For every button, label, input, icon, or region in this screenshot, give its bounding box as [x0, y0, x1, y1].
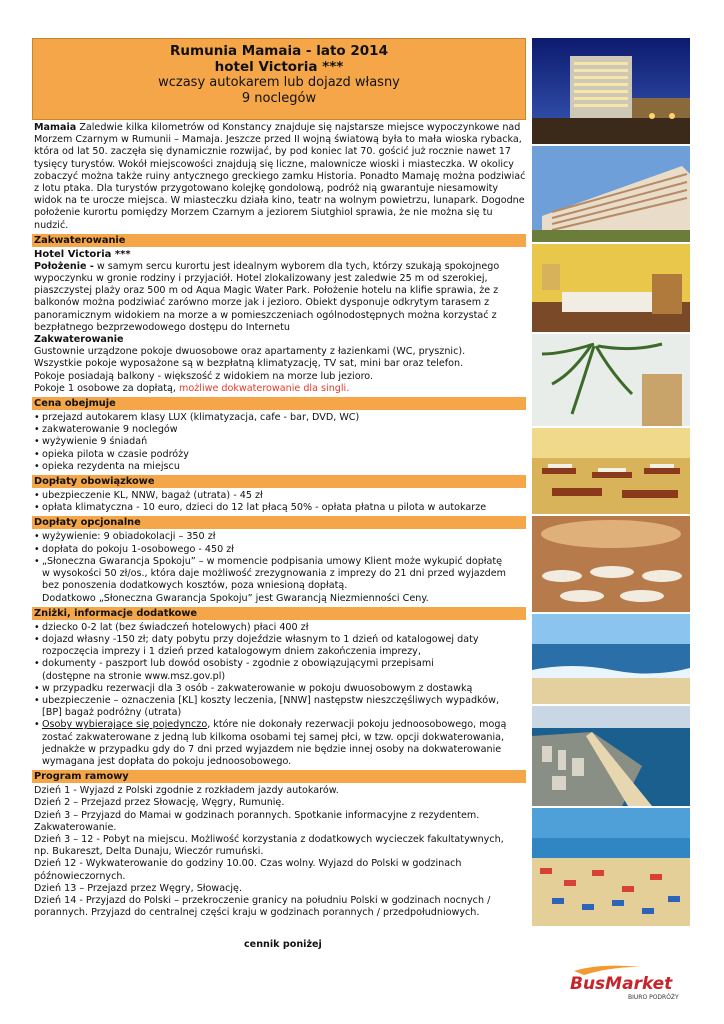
palm-photo — [532, 334, 690, 426]
program-line: Dzień 3 – 12 - Pobyt na miejscu. Możliwość korzystania z dodatkowych wycieczek fakultatywnych, — [34, 833, 504, 845]
section-bar-doplaty-opcjonalne: Dopłaty opcjonalne — [32, 516, 526, 529]
program-line: porannych. Przyjazd do centralnej części kraju w godzinach porannych / przedpołudniowych. — [34, 907, 480, 919]
list-item: • wyżywienie: 9 obiadokolacji – 350 zł — [34, 531, 526, 543]
rooms-line: Gustownie urządzone pokoje dwuosobowe oraz apartamenty z łazienkami (WC, prysznic). — [34, 346, 466, 358]
program-line: późnowieczornych. — [34, 870, 126, 882]
list-item: • w przypadku rezerwacji dla 3 osób - zakwaterowanie w pokoju dwuosobowym z dostawką — [34, 683, 526, 695]
list-item: • dziecko 0-2 lat (bez świadczeń hotelowych) płaci 400 zł — [34, 622, 526, 634]
list-item: • przejazd autokarem klasy LUX (klimatyzacja, cafe - bar, DVD, WC) — [34, 412, 526, 424]
list-item: • dopłata do pokoju 1-osobowego - 450 zł — [34, 544, 526, 556]
restaurant-photo — [532, 428, 690, 514]
list-item: • dokumenty - paszport lub dowód osobisty - zgodnie z obowiązującymi przepisami (dostępne na stronie www.msz.gov.pl) — [34, 658, 526, 682]
optional-fees-list — [32, 531, 526, 604]
list-item: • opieka rezydenta na miejscu — [34, 461, 526, 473]
section-bar-program: Program ramowy — [32, 770, 526, 783]
svg-text:BIURO PODRÓŻY: BIURO PODRÓŻY — [628, 994, 679, 1001]
program-line: Dzień 14 - Przyjazd do Polski – przekroczenie granicy na południu Polski w godzinach nocnych / — [34, 894, 491, 906]
program-line: Zakwaterowanie. — [34, 821, 117, 833]
hotel-day-photo — [532, 146, 690, 242]
section-bar-cena: Cena obejmuje — [32, 397, 526, 410]
subtitle-transport: wczasy autokarem lub dojazd własny — [158, 75, 400, 90]
dining-hall-photo — [532, 516, 690, 612]
section-bar-doplaty-obowiazkowe: Dopłaty obowiązkowe — [32, 475, 526, 488]
intro-paragraph — [34, 122, 526, 232]
location-text: w samym sercu kurortu jest idealnym wyborem dla tych, którzy szukają spokojnego wypoczynku w gronie rodziny i przyjaciół. Hotel zlokalizowany jest zaledwie 25 m od szerokiej, piaszczystej plaży oraz 500 m od Aqua Magic Water Park. Położenie hotelu na klifie sprawia, że z balkonów można podziwiać zarówno morze jak i jezioro. Obiekt dysponuje odkrytym tarasem z panoramicznym widokiem na morze a w pomieszczeniach ogólnodostępnych można korzystać z bezpłatnego bezprzewodowego dostępu do Internetu — [34, 260, 500, 333]
discounts-list — [32, 622, 526, 768]
beach-waves-photo — [532, 614, 690, 704]
hotel-name: Hotel Victoria *** — [34, 248, 131, 260]
coast-aerial-photo — [532, 706, 690, 806]
title-destination: Rumunia Mamaia - lato 2014 — [170, 43, 388, 59]
section-bar-znizki: Zniżki, informacje dodatkowe — [32, 607, 526, 620]
list-item: • opieka pilota w czasie podróży — [34, 449, 526, 461]
price-includes-list — [32, 412, 526, 473]
singles-note: możliwe dokwaterowanie dla singli. — [179, 382, 350, 394]
offer-header — [32, 38, 526, 120]
program-line: Dzień 12 - Wykwaterowanie do godziny 10.00. Czas wolny. Wyjazd do Polski w godzinach — [34, 858, 462, 870]
list-item: • zakwaterowanie 9 noclegów — [34, 424, 526, 436]
busmarket-logo — [560, 963, 700, 1003]
rooms-line: Wszystkie pokoje wyposażone są w bezpłatną klimatyzację, TV sat, mini bar oraz telefon. — [34, 358, 464, 370]
intro-text: Zaledwie kilka kilometrów od Konstancy znajduje się najstarsze miejsce wypoczynkowe nad Morzem Czarnym w Rumunii – Mamaja. Jeszcze przed II wojną światową była to mała wioska rybacka, która od lat 50. zaczęła się dynamicznie rozwijać, by pod koniec lat 70. gościć już rocznie nawet 17 tysięcy turystów. Wokół miejscowości znajdują się liczne, malownicze wioski i miasteczka. W okolicy zobaczyć można także ruiny antycznego greckiego zamku Historia. Ponadto Mamaję można podziwiać z lotu ptaka. Dla turystów przygotowano kolejkę gondolową, podróż nią gwarantuje niesamowity widok na te urocze miejsca. W miasteczku działa kino, teatr na wolnym powietrzu, lunapark. Dogodne położenie kurortu pomiędzy Morzem Czarnym a jeziorem Siutghiol sprawia, że nie można się tu nudzić. — [34, 122, 526, 231]
location-paragraph — [34, 261, 526, 334]
photo-column — [532, 38, 690, 928]
list-item: • ubezpieczenie – oznaczenia [KL] koszty leczenia, [NNW] następstw nieszczęśliwych wypadków, [BP] bagaż podróżny (utrata) — [34, 695, 526, 719]
program-line: np. Bukareszt, Delta Dunaju, Wieczór rumuński. — [34, 846, 264, 858]
room-photo — [532, 244, 690, 332]
list-item: • Osoby wybierające się pojedynczo, które nie dokonały rezerwacji pokoju jednoosobowego, mogą zostać zakwaterowane z jedną lub kilkoma osobami tej samej płci, w tzw. opcji dokwaterowania, jednakże w przypadku gdy do 7 dni przed wyjazdem nie będzie innej osoby na dokwaterowanie wymagana jest dopłata do pokoju jednoosobowego. — [34, 719, 526, 768]
svg-text:BusMarket: BusMarket — [570, 974, 673, 994]
list-item: • dojazd własny -150 zł; daty pobytu przy dojeździe własnym to 1 dzień od katalogowej daty rozpoczęcia imprezy i 1 dzień przed katalogowym dniem zakończenia imprezy, — [34, 634, 526, 658]
mandatory-fees-list — [32, 490, 526, 514]
offer-content — [32, 38, 526, 950]
program-line: Dzień 3 – Przyjazd do Mamai w godzinach porannych. Spotkanie informacyjne z rezydentem. — [34, 809, 480, 821]
program-line: Dzień 2 – Przejazd przez Słowację, Węgry, Rumunię. — [34, 797, 285, 809]
list-item: • ubezpieczenie KL, NNW, bagaż (utrata) - 45 zł — [34, 490, 526, 502]
rooms-single-line: Pokoje 1 osobowe za dopłatą, możliwe dokwaterowanie dla singli. — [34, 382, 350, 394]
list-item: • opłata klimatyczna - 10 euro, dzieci do 12 lat płacą 50% - opłata płatna u pilota w autokarze — [34, 502, 526, 514]
program-line: Dzień 13 – Przejazd przez Węgry, Słowację. — [34, 882, 243, 894]
location-label: Położenie - — [34, 260, 94, 272]
rooms-subtitle: Zakwaterowanie — [34, 334, 124, 346]
subtitle-nights: 9 noclegów — [241, 91, 317, 106]
section-bar-zakwaterowanie: Zakwaterowanie — [32, 234, 526, 247]
rooms-line: Pokoje posiadają balkony - większość z widokiem na morze lub jezioro. — [34, 370, 374, 382]
list-item: • „Słoneczna Gwarancja Spokoju” – w momencie podpisania umowy Klient może wykupić dopłatę w wysokości 50 zł/os., która daje możliwość zrezygnowania z imprezy do 21 dni przed wyjazdem bez ponoszenia dodatkowych kosztów, poza wniesioną dopłatą. Dodatkowo „Słoneczna Gwarancja Spokoju” jest Gwarancją Niezmienności Ceny. — [34, 556, 526, 605]
beach-umbrellas-photo — [532, 808, 690, 926]
hotel-night-photo — [532, 38, 690, 144]
program-list — [32, 785, 526, 919]
intro-lead: Mamaia — [34, 122, 77, 133]
title-hotel: hotel Victoria *** — [214, 59, 344, 75]
price-list-note: cennik poniżej — [244, 939, 322, 951]
list-item: • wyżywienie 9 śniadań — [34, 436, 526, 448]
program-line: Dzień 1 - Wyjazd z Polski zgodnie z rozkładem jazdy autokarów. — [34, 785, 339, 797]
